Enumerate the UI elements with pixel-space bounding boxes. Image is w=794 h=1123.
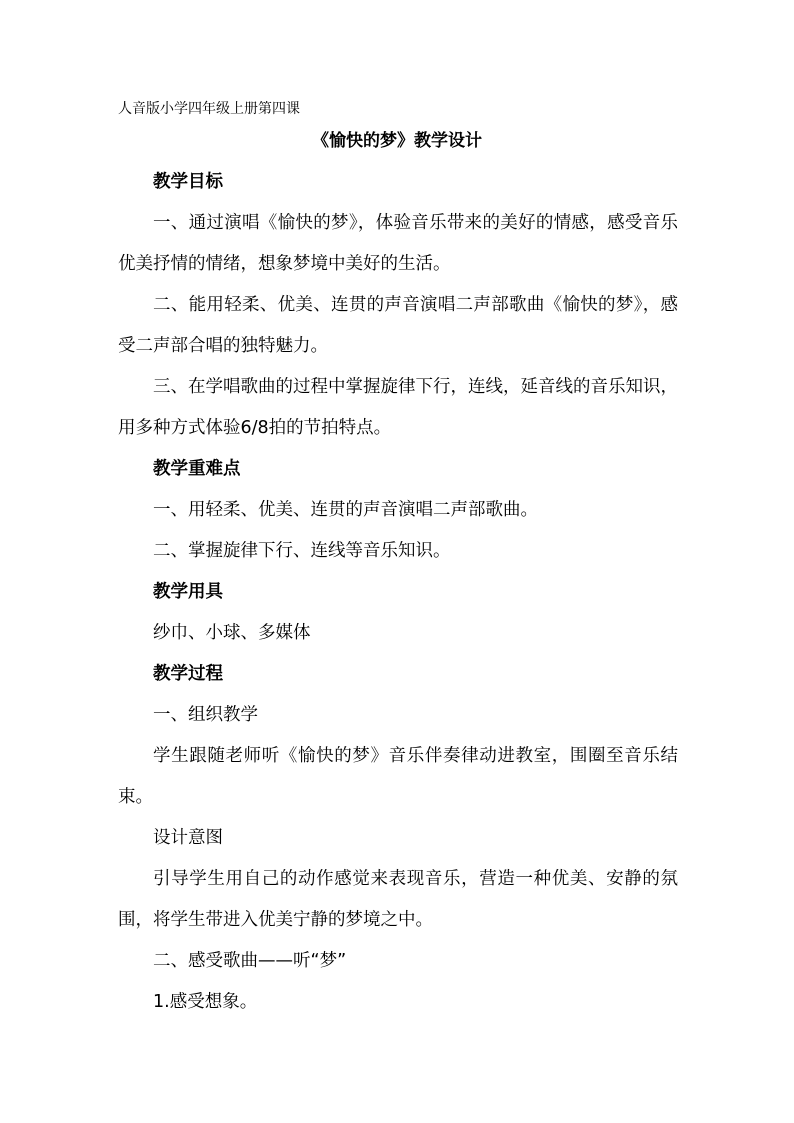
document-body	[118, 162, 678, 1023]
section-heading-objectives: 教学目标	[153, 172, 223, 192]
paragraph-key-point-1: 一、用轻柔、优美、连贯的声音演唱二声部歌曲。	[153, 500, 538, 520]
section-heading-key-points: 教学重难点	[153, 459, 241, 479]
paragraph-key-point-2: 二、掌握旋律下行、连线等音乐知识。	[153, 541, 451, 561]
paragraph-objective-3: 三、在学唱歌曲的过程中掌握旋律下行，连线，延音线的音乐知识，用多种方式体验6/8拍的节拍特点。	[118, 377, 678, 438]
document-title: 《愉快的梦》教学设计	[312, 131, 482, 151]
paragraph-process-step-2-1: 1.感受想象。	[153, 992, 258, 1012]
section-heading-materials: 教学用具	[153, 582, 223, 602]
paragraph-process-step-1: 一、组织教学	[153, 705, 258, 725]
paragraph-process-step-2: 二、感受歌曲——听“梦”	[153, 951, 347, 971]
paragraph-design-intent-label: 设计意图	[153, 828, 223, 848]
paragraph-objective-2: 二、能用轻柔、优美、连贯的声音演唱二声部歌曲《愉快的梦》，感受二声部合唱的独特魅力。	[118, 295, 678, 356]
paragraph-design-intent-detail: 引导学生用自己的动作感觉来表现音乐，营造一种优美、安静的氛围，将学生带进入优美宁静的梦境之中。	[118, 869, 678, 930]
paragraph-objective-1: 一、通过演唱《愉快的梦》，体验音乐带来的美好的情感，感受音乐优美抒情的情绪，想象梦境中美好的生活。	[118, 213, 678, 274]
paragraph-materials: 纱巾、小球、多媒体	[153, 623, 311, 643]
document-subtitle: 人音版小学四年级上册第四课	[118, 101, 300, 117]
paragraph-process-step-1-detail: 学生跟随老师听《愉快的梦》音乐伴奏律动进教室，围圈至音乐结束。	[118, 746, 678, 807]
section-heading-process: 教学过程	[153, 664, 223, 684]
